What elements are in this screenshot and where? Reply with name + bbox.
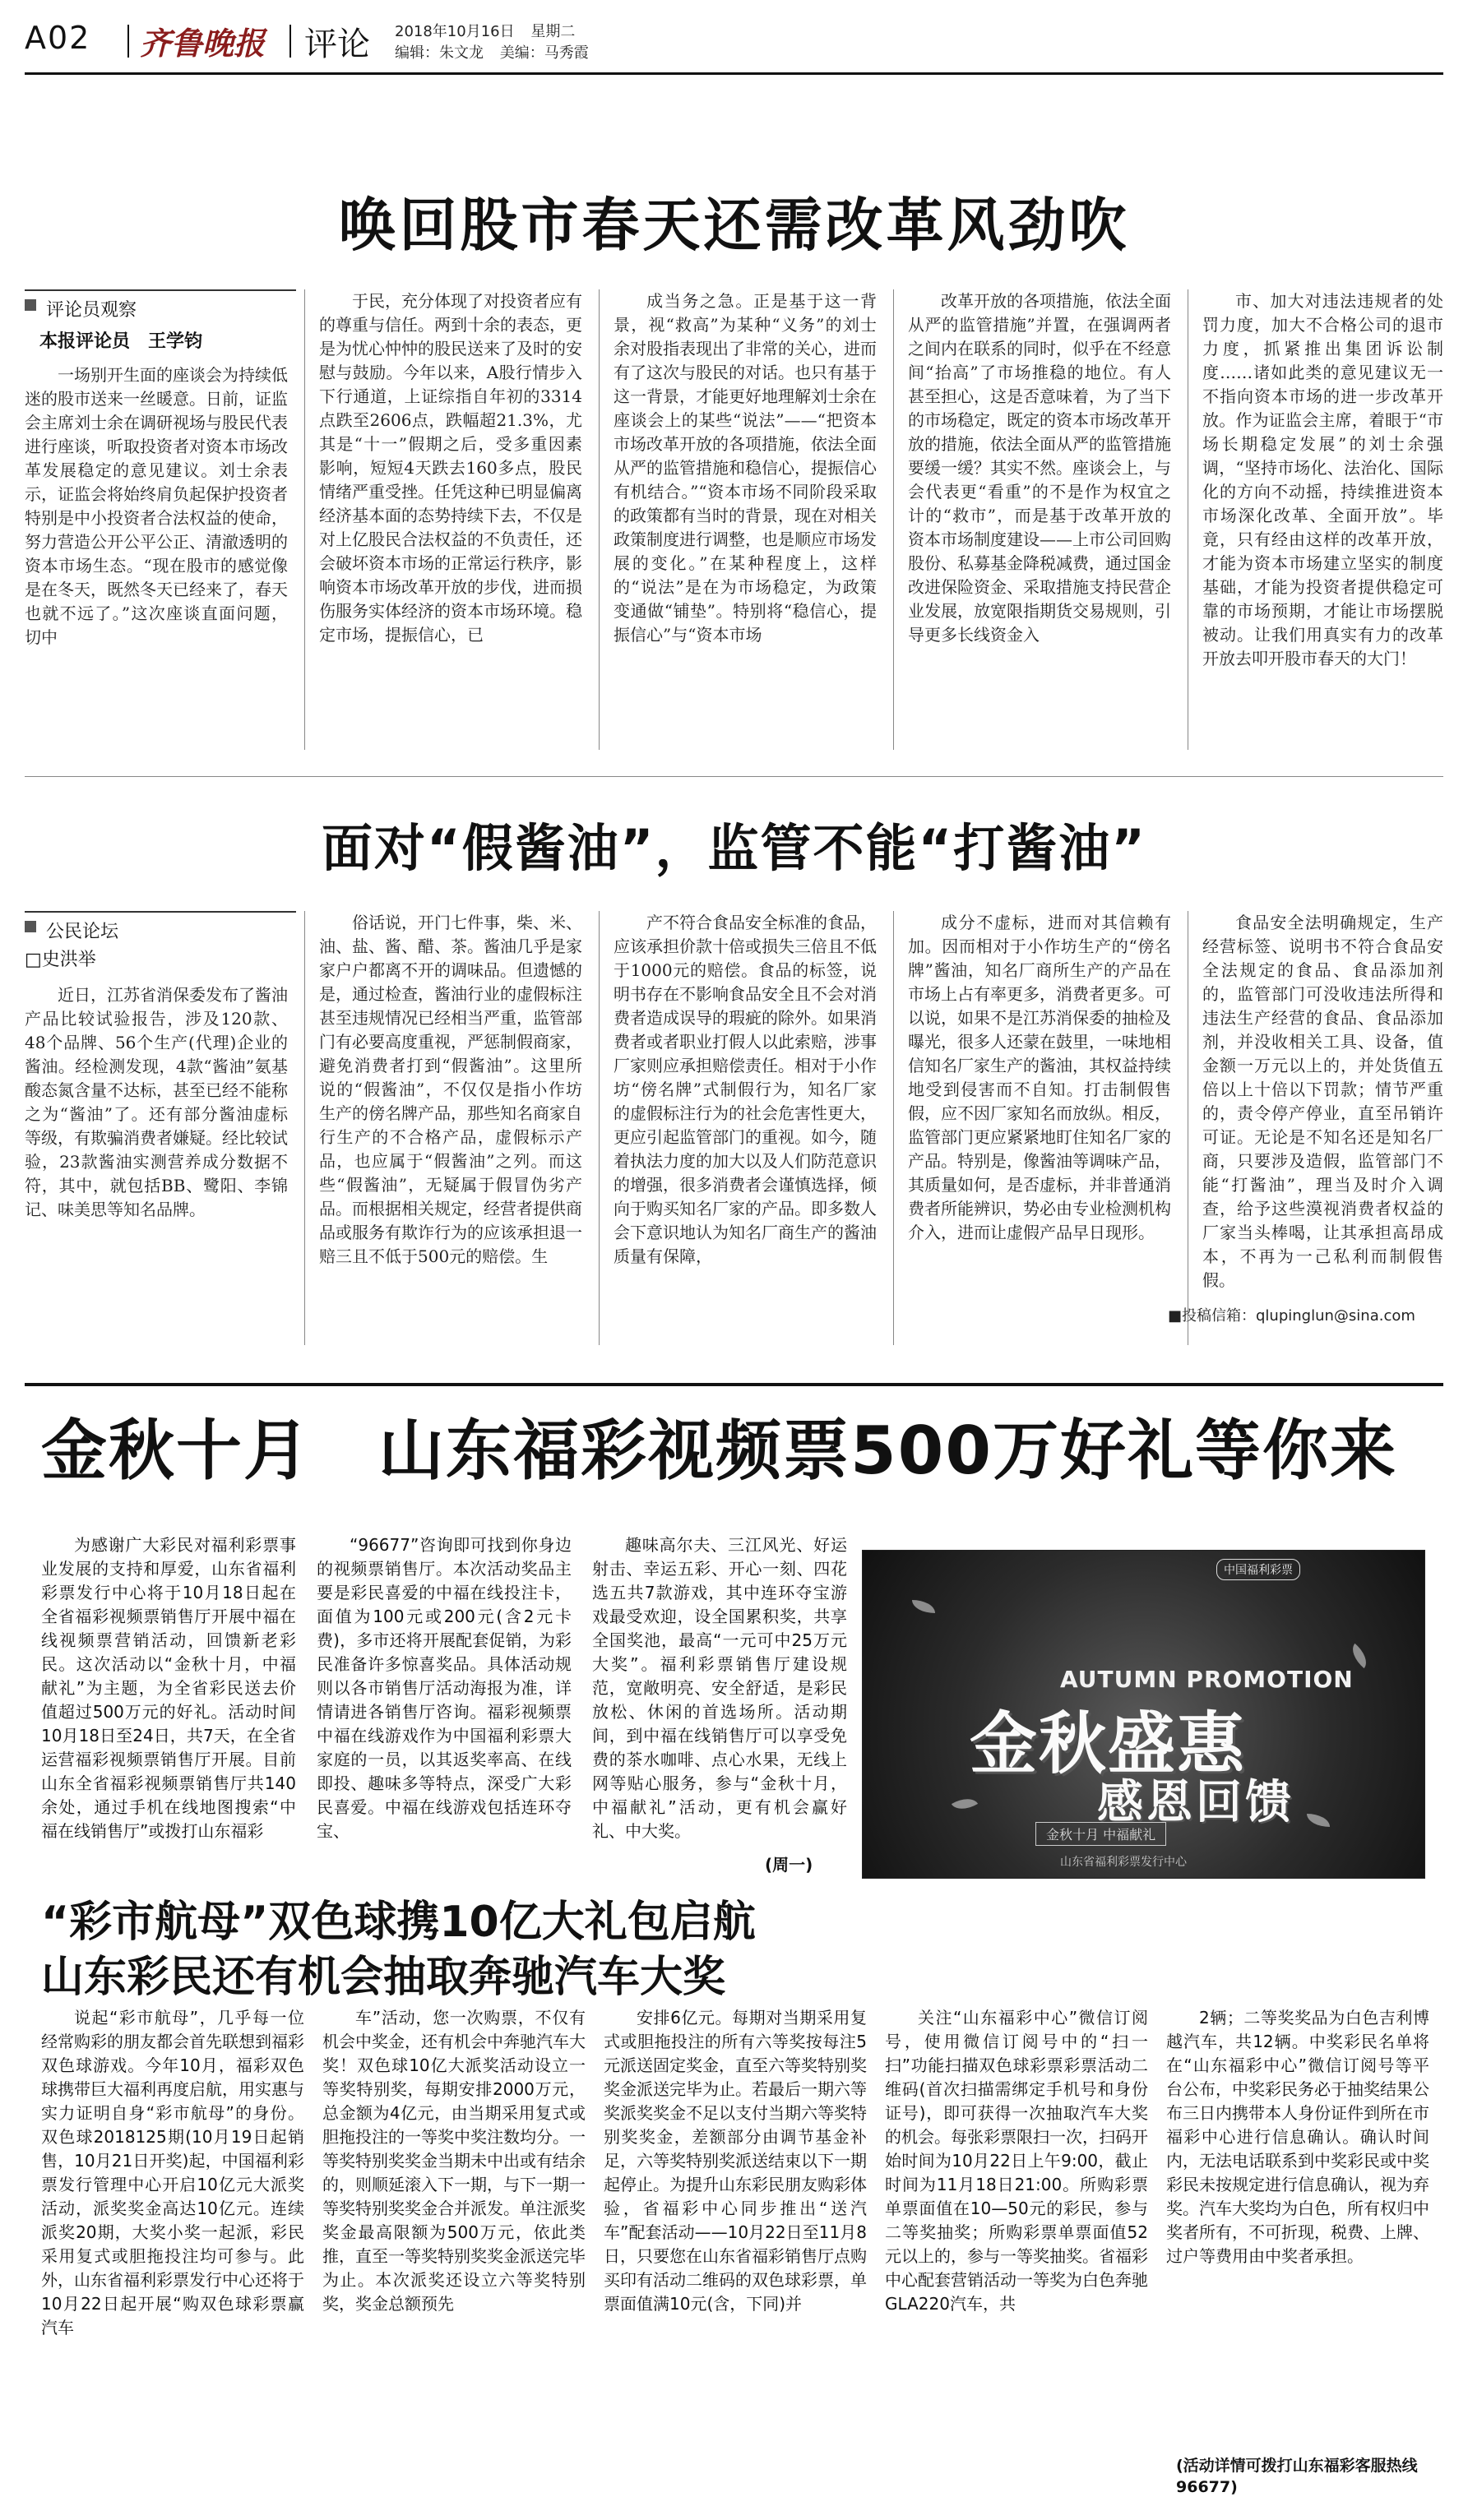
article1-column-2: 于民，充分体现了对投资者应有的尊重与信任。两到十余的表态，更是为忧心忡忡的股民送来了及时的安慰与鼓励。今年以来，A股行情步入下行通道，上证综指自年初的3314点跌至2606点，跌幅超21.3%，尤其是“十一”假期之后，受多重因素影响，短短4天跌去160多点，股民情绪严重受挫。任凭这种已明显偏离经济基本面的态势持续下去，不仅是对上亿股民合法权益的不负责任，还会破坏资本市场的正常运行秩序，影响资本市场改革开放的步伐，进而损伤服务实体经济的资本市场环境。稳定市场，提振信心，已 bbox=[319, 291, 582, 645]
article2-author: □史洪举 bbox=[25, 950, 96, 970]
column-divider bbox=[893, 289, 894, 750]
leaf-decoration bbox=[912, 1600, 935, 1613]
ad2-column-5: 2辆；二等奖奖品为白色吉利博越汽车，共12辆。中奖彩民名单将在“山东福彩中心”微信订阅号等平台公布，中奖彩民务必于抽奖结果公布三日内携带本人身份证件到所在市福彩中心进行信息确认。确认时间内，无法电话联系到中奖彩民或中奖彩民未按规定进行信息确认，视为弃奖。汽车大奖均为白色，所有权归中奖者所有，不可折现，税费、上牌、过户等费用由中奖者承担。 bbox=[1166, 2008, 1429, 2266]
article2-column-4: 成分不虚标，进而对其信赖有加。因而相对于小作坊生产的“傍名牌”酱油，知名厂商所生产的产品在市场上占有率更多，消费者更多。可以说，如果不是江苏消保委的抽检及曝光，很多人还蒙在鼓里，一味地相信知名厂家生产的酱油，其权益持续地受到侵害而不自知。打击制假售假，应不因厂家知名而放纵。相反，监管部门更应紧紧地盯住知名厂家的产品。特别是，像酱油等调味产品，其质量如何，是否虚标，并非普通消费者所能辨识，势必由专业检测机构介入，进而让虚假产品早日现形。 bbox=[908, 913, 1171, 1242]
leaf-decoration bbox=[1346, 1644, 1373, 1668]
article1-column-label: 评论员观察 bbox=[25, 289, 296, 321]
ad-column-3: 趣味高尔夫、三江风光、好运射击、幸运五彩、开心一刻、四花选五共7款游戏，其中连环夺宝游戏最受欢迎，设全国累积奖，共享全国奖池，最高“一元可中25万元大奖”。福利彩票销售厅建设规范，宽敞明亮、安全舒适，是彩民放松、休闲的首选场所。活动期间，到中福在线销售厅可以享受免费的茶水咖啡、点心水果，无线上网等贴心服务，参与“金秋十月，中福献礼”活动，更有机会赢好礼、中大奖。 bbox=[592, 1535, 847, 1841]
article2-headline: 面对“假酱油”，监管不能“打酱油” bbox=[322, 818, 1146, 878]
ad2-column-3: 安排6亿元。每期对当期采用复式或胆拖投注的所有六等奖按每注5元派送固定奖金，直至六等奖特别奖奖金派送完毕为止。若最后一期六等奖派奖奖金不足以支付当期六等奖特别奖奖金，差额部分由调节基金补足，六等奖特别奖派送结束以下一期起停止。为提升山东彩民朋友购彩体验，省福彩中心同步推出“送汽车”配套活动——10月22日至11月8日，只要您在山东省福彩销售厅点购买印有活动二维码的双色球彩票，单票面值满10元(含，下同)并 bbox=[604, 2008, 867, 2314]
column-divider bbox=[599, 289, 600, 750]
leaf-decoration bbox=[1307, 1814, 1330, 1827]
welfare-lottery-logo: 中国福利彩票 bbox=[1216, 1559, 1300, 1580]
article1-column-1: 一场别开生面的座谈会为持续低迷的股市送来一丝暖意。日前，证监会主席刘士余在调研视场与股民代表进行座谈，听取投资者对资本市场改革发展稳定的意见建议。刘士余表示，证监会将始终肩负起保护投资者特别是中小投资者合法权益的使命，努力营造公开公平公正、清澈透明的资本市场生态。“现在股市的感觉像是在冬天，既然冬天已经来了，春天也就不远了。”这次座谈直面问题，切中 bbox=[25, 365, 288, 647]
issue-weekday: 星期二 bbox=[530, 23, 576, 40]
page-number: A02 bbox=[25, 20, 91, 56]
column-divider bbox=[304, 289, 305, 750]
newspaper-name: 齐鲁晚报 bbox=[140, 25, 266, 62]
ad-rule bbox=[25, 1383, 1443, 1386]
section-name: 评论 bbox=[304, 25, 370, 63]
ad2-hotline-note: (活动详情可拨打山东福彩客服热线96677) bbox=[1176, 2457, 1418, 2496]
column-divider bbox=[304, 911, 305, 1345]
ad2-column-4: 关注“山东福彩中心”微信订阅号，使用微信订阅号中的“扫一扫”功能扫描双色球彩票彩票活动二维码(首次扫描需绑定手机号和身份证号)，即可获得一次抽取汽车大奖的机会。每张彩票限扫一次，扫码开始时间为10月22日上午9:00，截止时间为11月18日21:00。所购彩票单票面值在10—50元的彩民，参与二等奖抽奖；所购彩票单票面值52元以上的，参与一等奖抽奖。省福彩中心配套营销活动一等奖为白色奔驰GLA220汽车，共 bbox=[885, 2008, 1148, 2314]
article2-column-1: 近日，江苏省消保委发布了酱油产品比较试验报告，涉及120款、48个品牌、56个生产(代理)企业的酱油。经检测发现，4款“酱油”氨基酸态氮含量不达标，甚至已经不能称之为“酱油”了。还有部分酱油虚标等级，有欺骗消费者嫌疑。经比较试验，23款酱油实测营养成分数据不符，其中，就包括BB、鹭阳、李锦记、味美思等知名品牌。 bbox=[25, 985, 288, 1219]
promo-poster bbox=[862, 1550, 1425, 1879]
article1-column-5: 市、加大对违法违规者的处罚力度，加大不合格公司的退市力度，抓紧推出集团诉讼制度……诸如此类的意见建议无一不指向资本市场的进一步改革开放。作为证监会主席，着眼于“市场长期稳定发展”的刘士余强调，“坚持市场化、法治化、国际化的方向不动摇，持续推进资本市场深化改革、全面开放”。毕竟，只有经由这样的改革开放，才能为资本市场建立坚实的制度基础，才能为投资者提供稳定可靠的市场预期，才能让市场摆脱被动。让我们用真实有力的改革开放去叩开股市春天的大门！ bbox=[1202, 291, 1443, 668]
article2-column-label: 公民论坛 bbox=[25, 911, 296, 943]
masthead-meta bbox=[395, 21, 600, 64]
poster-band: 金秋十月 中福献礼 bbox=[1035, 1822, 1166, 1846]
ad2-column-1: 说起“彩市航母”，几乎每一位经常购彩的朋友都会首先联想到福彩双色球游戏。今年10月，福彩双色球携带巨大福利再度启航，用实惠与实力证明自身“彩市航母”的身份。双色球2018125期(10月19日起销售，10月21日开奖)起，中国福利彩票发行管理中心开启10亿元大派奖活动，派奖奖金高达10亿元。连续派奖20期，大奖小奖一起派，彩民采用复式或胆拖投注均可参与。此外，山东省福利彩票发行中心还将于10月22日起开展“购双色球彩票赢汽车 bbox=[41, 2008, 304, 2337]
article2-column-3: 产不符合食品安全标准的食品，应该承担价款十倍或损失三倍且不低于1000元的赔偿。食品的标签，说明书存在不影响食品安全且不会对消费者造成误导的瑕疵的除外。如果消费者或者职业打假人以此索赔，涉事厂家则应承担赔偿责任。相对于小作坊“傍名牌”式制假行为，知名厂家的虚假标注行为的社会危害性更大，更应引起监管部门的重视。如今，随着执法力度的加大以及人们防范意识的增强，很多消费者会谨慎选择，倾向于购买知名厂家的产品。即多数人会下意识地认为知名厂商生产的酱油质量有保障， bbox=[614, 913, 877, 1266]
poster-footer: 山东省福利彩票发行中心 bbox=[1060, 1856, 1187, 1869]
masthead-divider bbox=[289, 25, 291, 58]
submission-email: ■投稿信箱：qlupinglun@sina.com bbox=[1168, 1307, 1415, 1325]
article2-column-2: 俗话说，开门七件事，柴、米、油、盐、酱、醋、茶。酱油几乎是家家户户都离不开的调味品。但遗憾的是，通过检查，酱油行业的虚假标注甚至违规情况已经相当严重，监管部门有必要高度重视，严惩制假商家，避免消费者打到“假酱油”。这里所说的“假酱油”，不仅仅是指小作坊生产的傍名牌产品，那些知名商家自行生产的不合格产品，虚假标示产品，也应属于“假酱油”之列。而这些“假酱油”，无疑属于假冒伪劣产品。而根据相关规定，经营者提供商品或服务有欺诈行为的应该承担退一赔三且不低于500元的赔偿。生 bbox=[319, 913, 582, 1266]
art-editor: 美编：马秀霞 bbox=[499, 44, 589, 62]
ad-headline: 金秋十月 山东福彩视频票500万好礼等你来 bbox=[41, 1413, 1397, 1489]
issue-date: 2018年10月16日 bbox=[395, 23, 515, 40]
ad2-subtitle-2: 山东彩民还有机会抽取奔驰汽车大奖 bbox=[41, 1953, 726, 2002]
poster-main-title: 金秋盛惠 bbox=[970, 1705, 1247, 1783]
article1-author: 本报评论员 王学钧 bbox=[39, 331, 203, 352]
article1-headline: 唤回股市春天还需改革风劲吹 bbox=[338, 192, 1130, 259]
section-divider bbox=[25, 776, 1443, 777]
masthead bbox=[25, 15, 1443, 66]
masthead-divider bbox=[127, 25, 129, 58]
column-divider bbox=[599, 911, 600, 1345]
poster-autumn-text: AUTUMN PROMOTION bbox=[1060, 1666, 1354, 1693]
leaf-decoration bbox=[952, 1792, 978, 1815]
ad-column-1: 为感谢广大彩民对福利彩票事业发展的支持和厚爱，山东省福利彩票发行中心将于10月18日起在全省福彩视频票销售厅开展中福在线视频票营销活动，回馈新老彩民。这次活动以“金秋十月，中福献礼”为主题，为全省彩民送去价值超过500万元的好礼。活动时间10月18日至24日，共7天，在全省运营福彩视频票销售厅开展。目前山东全省福彩视频票销售厅共140余处，通过手机在线地图搜索“中福在线销售厅”或拨打山东福彩 bbox=[41, 1535, 296, 1841]
ad-signature: (周一) bbox=[765, 1855, 813, 1875]
editor: 编辑：朱文龙 bbox=[395, 44, 484, 62]
ad-column-2: “96677”咨询即可找到你身边的视频票销售厅。本次活动奖品主要是彩民喜爱的中福在线投注卡，面值为100元或200元(含2元卡费)，多市还将开展配套促销，为彩民准备许多惊喜奖品。具体活动规则以各市销售厅活动海报为准，详情请进各销售厅咨询。福彩视频票中福在线游戏作为中国福利彩票大家庭的一员，以其返奖率高、在线即投、趣味多等特点，深受广大彩民喜爱。中福在线游戏包括连环夺宝、 bbox=[317, 1535, 572, 1841]
article1-column-4: 改革开放的各项措施，依法全面从严的监管措施”并置，在强调两者之间内在联系的同时，似乎在不经意间“抬高”了市场推稳的地位。有人甚至担心，这是否意味着，为了当下的市场稳定，既定的资本市场改革开放的措施，依法全面从严的监管措施要缓一缓？其实不然。座谈会上，与会代表更“看重”的不是作为权宜之计的“救市”，而是基于改革开放的资本市场制度建设——上市公司回购股份、私募基金降税减费，通过国金改进保险资金、采取措施支持民营企业发展，放宽限指期货交易规则，引导更多长线资金入 bbox=[908, 291, 1171, 645]
ad2-subtitle-1: “彩市航母”双色球携10亿大礼包启航 bbox=[41, 1898, 756, 1947]
article2-column-5: 食品安全法明确规定，生产经营标签、说明书不符合食品安全法规定的食品、食品添加剂的，监管部门可没收违法所得和违法生产经营的食品、食品添加剂，并没收相关工具、设备，值金额一万元以上的，并处货值五倍以上十倍以下罚款；情节严重的，责令停产停业，直至吊销许可证。无论是不知名还是知名厂商，只要涉及造假，监管部门不能“打酱油”，理当及时介入调查，给予这些漠视消费者权益的厂家当头棒喝，让其承担高昂成本，不再为一己私利而制假售假。 bbox=[1202, 913, 1443, 1290]
poster-second-title: 感恩回馈 bbox=[1097, 1776, 1294, 1829]
ad2-column-2: 车”活动，您一次购票，不仅有机会中奖金，还有机会中奔驰汽车大奖！双色球10亿大派奖活动设立一等奖特别奖，每期安排2000万元，总金额为4亿元，由当期采用复式或胆拖投注的一等奖中奖注数均分。一等奖特别奖奖金当期未中出或有结余的，则顺延滚入下一期，与下一期一等奖特别奖奖金合并派发。单注派奖奖金最高限额为500万元，依此类推，直至一等奖特别奖奖金派送完毕为止。本次派奖还设立六等奖特别奖，奖金总额预先 bbox=[322, 2008, 586, 2314]
masthead-rule bbox=[25, 72, 1443, 75]
column-divider bbox=[893, 911, 894, 1345]
article1-column-3: 成当务之急。正是基于这一背景，视“救高”为某种“义务”的刘士余对股指表现出了非常的关心，进而有了这次与股民的对话。也只有基于这一背景，才能更好地理解刘士余在座谈会上的某些“说法”——“把资本市场改革开放的各项措施，依法全面从严的监管措施和稳信心，提振信心有机结合。”“资本市场不同阶段采取的政策都有当时的背景，现在对相关政策制度进行调整，也是顺应市场发展的变化。”在某种程度上，这样的“说法”是在为市场稳定，为政策变通做“铺垫”。特别将“稳信心，提振信心”与“资本市场 bbox=[614, 291, 877, 645]
